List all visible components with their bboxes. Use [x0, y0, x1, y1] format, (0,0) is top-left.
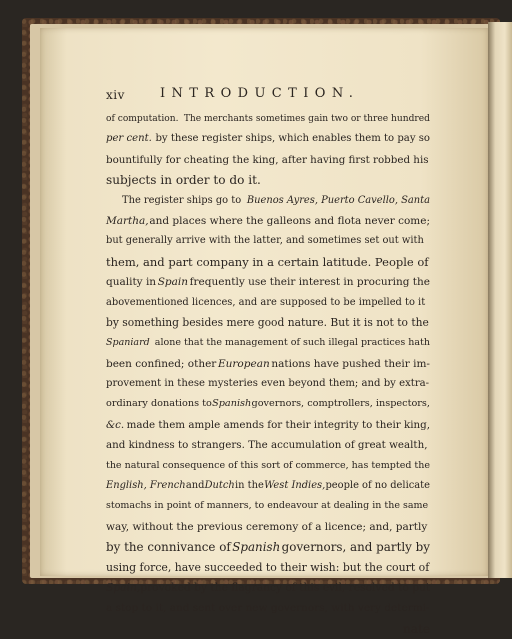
text-line: stomachs in point of manners, to endeavour at dealing in the same	[106, 500, 429, 512]
text-line: provement in these mysteries even beyond them; and by extra-	[106, 378, 430, 390]
text-line: The register ships go to Buenos Ayres, Puerto Cavello, Santa	[122, 194, 430, 206]
text-line: ordinary donations to Spanish governors, comptrollers, inspectors,	[106, 398, 430, 410]
text-line: abovementioned licences, and are supposed to be impelled to it	[106, 296, 426, 308]
text-line: by the connivance of Spanish governors, and partly by	[106, 540, 430, 555]
page-header	[106, 86, 388, 104]
text-line: them, and part company in a certain latitude. People of	[106, 254, 429, 269]
text-line: &c. made them ample amends for their integrity to their king,	[106, 418, 430, 431]
text-line: per cent. by these register ships, which enables them to pay so	[106, 133, 430, 145]
text-line: the natural consequence of this sort of commerce, has tempted the	[106, 459, 430, 471]
text-line: English, French and Dutch in the West Indies, people of no delicate	[106, 480, 430, 492]
text-line: and kindness to strangers. The accumulation of great wealth,	[106, 439, 428, 452]
text-line: a stop to it, and sent over new governors, with very determi-	[106, 602, 430, 615]
text-line: of computation. The merchants sometimes gain two or three hundred	[106, 114, 430, 124]
text-line: subjects in order to do it.	[106, 173, 261, 188]
text-line: bountifully for cheating the king, after having first robbed his	[106, 153, 429, 166]
page-number: xiv	[106, 88, 125, 102]
catchword: nate	[402, 621, 430, 636]
text-line: Spaniard alone that the management of such illegal practices hath	[106, 337, 430, 349]
text-line: quality in Spain frequently use their interest in procuring the	[106, 276, 430, 289]
facing-page-edge	[488, 22, 512, 578]
text-line: using force, have succeeded to their wish: but the court of	[106, 560, 430, 574]
text-line: by something besides mere good nature. But it is not to the	[106, 315, 429, 329]
text-line: but generally arrive with the latter, and sometimes set out with	[106, 235, 424, 247]
running-head: INTRODUCTION.	[160, 86, 360, 101]
text-line: been confined; other European nations have pushed their im-	[106, 357, 430, 370]
text-line: Martha, and places where the galleons and flota never come;	[106, 214, 430, 227]
text-line: Spain, provoked by the flagrancy of this evil, resolved to put	[106, 580, 431, 594]
text-line: way, without the previous ceremony of a licence; and, partly	[106, 520, 428, 533]
body-text	[106, 109, 430, 639]
